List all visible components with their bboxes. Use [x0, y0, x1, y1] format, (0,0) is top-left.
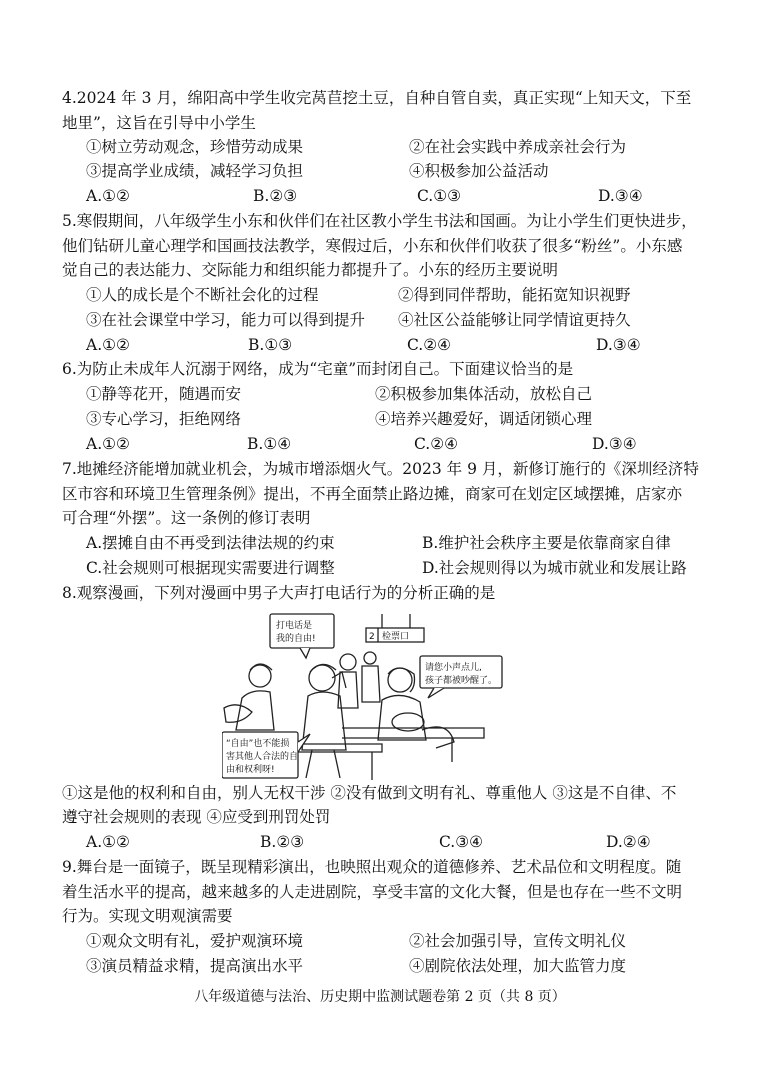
q7-option-a: A.摆摊自由不再受到法律法规的约束 — [86, 534, 335, 552]
bubble3-line2: 害其他人合法的自 — [226, 752, 299, 762]
q8-option-c: C.③④ — [439, 833, 484, 851]
q6-option-c: C.②④ — [414, 435, 459, 453]
q8-options-line1: ①这是他的权利和自由，别人无权干涉 ②没有做到文明有礼、尊重他人 ③这是不自律、不 — [62, 784, 677, 802]
q9-statement-1: ①观众文明有礼，爱护观演环境 — [86, 932, 304, 950]
q6-stem-line1: 6.为防止未成年人沉溺于网络，成为“宅童”而封闭自己。下面建议恰当的是 — [62, 360, 574, 378]
q4-option-b: B.②③ — [253, 187, 298, 205]
q5-statement-4: ④社区公益能够让同学情谊更持久 — [398, 311, 631, 329]
q9-stem-line2: 着生活水平的提高，越来越多的人走进剧院，享受丰富的文化大餐，但是也存在一些不文明 — [62, 883, 683, 901]
comic-illustration — [222, 612, 546, 780]
q4-statement-2: ②在社会实践中养成亲社会行为 — [409, 138, 627, 156]
q5-stem-line2: 他们钻研儿童心理学和国画技法教学，寒假过后，小东和伙伴们收获了很多“粉丝”。小东感 — [62, 237, 683, 255]
q8-options-line2: 遵守社会规则的表现 ④应受到刑罚处罚 — [62, 808, 331, 826]
q9-stem-line3: 行为。实现文明观演需要 — [62, 907, 233, 925]
q9-statement-3: ③演员精益求精，提高演出水平 — [86, 957, 304, 975]
q5-stem-line3: 觉自己的表达能力、交际能力和组织能力都提升了。小东的经历主要说明 — [62, 261, 559, 279]
q4-statement-1: ①树立劳动观念，珍惜劳动成果 — [86, 138, 304, 156]
bubble2-line1: 请您小声点儿, — [425, 663, 482, 673]
q6-statement-3: ③专心学习，拒绝网络 — [86, 410, 242, 428]
q4-statement-3: ③提高学业成绩，减轻学习负担 — [86, 162, 304, 180]
q7-stem-line3: 可合理“外摆”。这一条例的修订表明 — [62, 509, 311, 527]
q4-option-d: D.③④ — [598, 187, 643, 205]
bubble1-line1: 打电话是 — [276, 621, 313, 631]
q6-statement-4: ④培养兴趣爱好，调适闭锁心理 — [375, 410, 593, 428]
q6-statement-2: ②积极参加集体活动，放松自己 — [375, 385, 593, 403]
q7-option-c: C.社会规则可根据现实需要进行调整 — [86, 559, 335, 577]
woman-seated-figure — [224, 664, 274, 730]
page-footer: 八年级道德与法治、历史期中监测试题卷第 2 页（共 8 页） — [194, 989, 566, 1005]
q4-statement-4: ④积极参加公益活动 — [409, 162, 549, 180]
bubble3-line3: 由和权利呀! — [226, 765, 275, 775]
q5-statement-2: ②得到同伴帮助，能拓宽知识视野 — [398, 286, 631, 304]
q5-statement-3: ③在社会课堂中学习，能力可以得到提升 — [86, 311, 366, 329]
bubble3-line1: “自由”也不能损 — [226, 739, 290, 749]
q8-stem-line1: 8.观察漫画，下列对漫画中男子大声打电话行为的分析正确的是 — [62, 584, 496, 602]
q5-statement-1: ①人的成长是个不断社会化的过程 — [86, 286, 319, 304]
q8-option-b: B.②③ — [260, 833, 305, 851]
bubble1-line2: 我的自由! — [276, 634, 316, 644]
q4-option-a: A.①② — [86, 187, 130, 205]
q7-option-b: B.维护社会秩序主要是依靠商家自律 — [422, 534, 671, 552]
q7-stem-line2: 区市容和环境卫生管理条例》提出，不再全面禁止路边摊，商家可在划定区域摆摊，店家亦 — [62, 485, 683, 503]
q4-stem-line2: 地里”，这旨在引导中小学生 — [62, 114, 256, 132]
q5-option-c: C.②④ — [407, 336, 452, 354]
q7-stem-line1: 7.地摊经济能增加就业机会，为城市增添烟火气。2023 年 9 月，新修订施行的《深圳经济特 — [62, 460, 699, 478]
q9-stem-line1: 9.舞台是一面镜子，既呈现精彩演出，也映照出观众的道德修养、艺术品位和文明程度。随 — [62, 858, 682, 876]
q8-option-d: D.②④ — [606, 833, 651, 851]
q5-option-a: A.①② — [86, 336, 130, 354]
q7-option-d: D.社会规则得以为城市就业和发展让路 — [422, 559, 687, 577]
sign-number: 2 — [369, 632, 375, 642]
q8-option-a: A.①② — [86, 833, 130, 851]
q6-option-d: D.③④ — [592, 435, 637, 453]
q9-statement-4: ④剧院依法处理，加大监管力度 — [409, 957, 627, 975]
q4-stem-line1: 4.2024 年 3 月，绵阳高中学生收完莴苣挖土豆，自种自管自卖，真正实现“上知天文，下至 — [62, 89, 692, 107]
q6-option-b: B.①④ — [247, 435, 292, 453]
sign-text: 检票口 — [382, 632, 410, 642]
q6-statement-1: ①静等花开，随遇而安 — [86, 385, 242, 403]
q6-option-a: A.①② — [86, 435, 130, 453]
q5-option-d: D.③④ — [596, 336, 641, 354]
bubble2-line2: 孩子都被吵醒了。 — [425, 676, 498, 686]
q5-stem-line1: 5.寒假期间，八年级学生小东和伙伴们在社区教小学生书法和国画。为让小学生们更快进步， — [62, 212, 697, 230]
q9-statement-2: ②社会加强引导，宣传文明礼仪 — [409, 932, 627, 950]
q4-option-c: C.①③ — [417, 187, 462, 205]
q5-option-b: B.①③ — [248, 336, 293, 354]
